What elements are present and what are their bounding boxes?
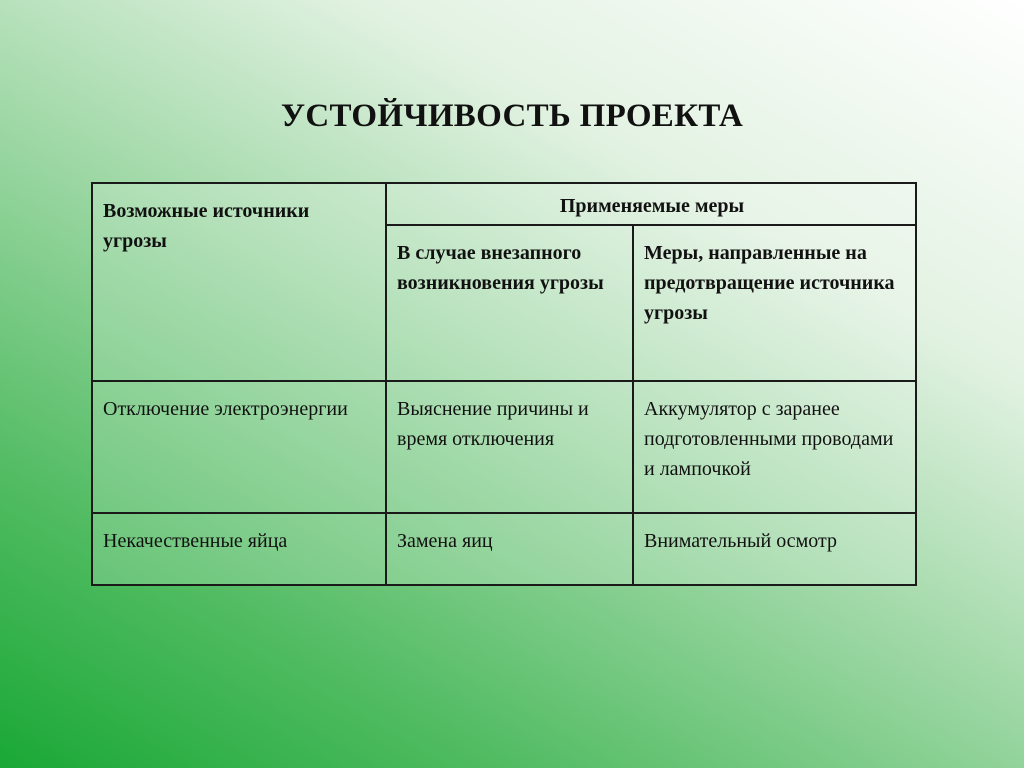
cell-threat-source: Некачественные яйца [92,513,386,585]
cell-sudden-measure: Выяснение причины и время отключения [386,381,633,513]
header-sudden-threat: В случае внезапного возникновения угрозы [386,225,633,381]
header-threat-sources: Возможные источники угрозы [92,183,386,381]
cell-prevention-measure: Аккумулятор с заранее подготовленными проводами и лампочкой [633,381,916,513]
risk-table-container [91,182,917,586]
slide-title: УСТОЙЧИВОСТЬ ПРОЕКТА [280,98,744,134]
risk-table [91,182,917,586]
header-prevention-measures: Меры, направленные на предотвращение источника угрозы [633,225,916,381]
cell-sudden-measure: Замена яиц [386,513,633,585]
header-applied-measures: Применяемые меры [386,183,916,225]
cell-threat-source: Отключение электроэнергии [92,381,386,513]
cell-prevention-measure: Внимательный осмотр [633,513,916,585]
table-row [92,381,916,513]
table-row [92,513,916,585]
table-header-row [92,183,916,225]
